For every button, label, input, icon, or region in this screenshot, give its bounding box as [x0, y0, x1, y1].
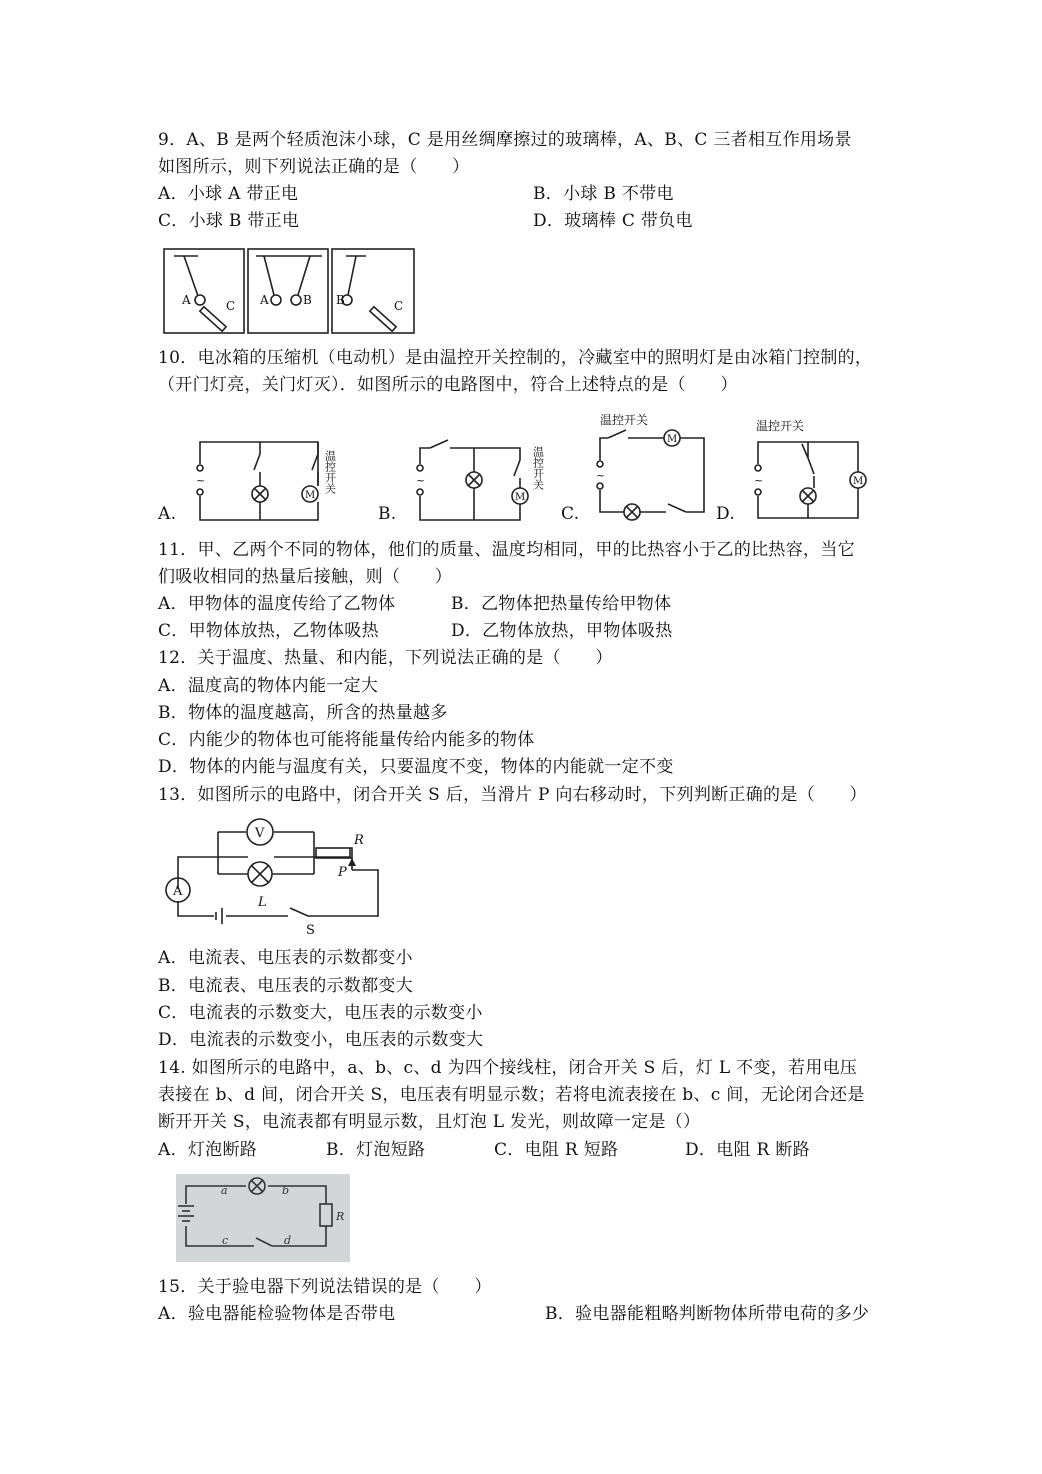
q10b-motor-label: M	[515, 492, 526, 503]
q9-figure	[160, 246, 420, 338]
q14-option-a: A．灯泡断路	[158, 1140, 258, 1160]
q10-circuit-b	[410, 436, 560, 526]
q12-option-c: C．内能少的物体也可能将能量传给内能多的物体	[158, 730, 535, 750]
q13-option-d: D．电流表的示数变小，电压表的示数变大	[158, 1030, 484, 1050]
q10-option-b-label: B.	[378, 504, 397, 524]
q9-option-c: C．小球 B 带正电	[158, 211, 300, 231]
q14-option-c: C．电阻 R 短路	[494, 1140, 619, 1160]
q14-resistor-label: R	[336, 1210, 345, 1223]
svg-text:~: ~	[754, 474, 764, 487]
q13-option-b: B．电流表、电压表的示数都变大	[158, 976, 413, 996]
q9-fig-label-b3: B	[336, 293, 345, 307]
q15-option-b: B．验电器能粗略判断物体所带电荷的多少	[545, 1304, 870, 1324]
q13-slider-label: P	[338, 865, 347, 880]
q10-option-c-label: C.	[561, 504, 580, 524]
q14-stem-line2: 表接在 b、d 间，闭合开关 S，电压表有明显示数；若将电流表接在 b、c 间，无论闭合还是	[158, 1085, 865, 1105]
q13-stem: 13．如图所示的电路中，闭合开关 S 后，当滑片 P 向右移动时，下列判断正确的是（ ）	[158, 785, 867, 805]
q14-terminal-c: c	[222, 1234, 229, 1247]
q14-terminal-b: b	[282, 1184, 290, 1197]
q11-stem-line2: 们吸收相同的热量后接触，则（ ）	[158, 567, 453, 587]
q14-option-d: D．电阻 R 断路	[685, 1140, 810, 1160]
q12-option-d: D．物体的内能与温度有关，只要温度不变，物体的内能就一定不变	[158, 757, 674, 777]
svg-text:~: ~	[596, 469, 606, 482]
q14-figure	[176, 1174, 350, 1262]
q10-stem-line1: 10．电冰箱的压缩机（电动机）是由温控开关控制的，冷藏室中的照明灯是由冰箱门控制的，	[158, 348, 873, 368]
q15-stem: 15．关于验电器下列说法错误的是（ ）	[158, 1277, 492, 1297]
q14-option-b: B．灯泡短路	[326, 1140, 426, 1160]
q13-resistor-label: R	[354, 833, 364, 848]
svg-text:~: ~	[196, 474, 206, 487]
q10a-motor-label: M	[305, 490, 316, 501]
q9-option-d: D．玻璃棒 C 带负电	[533, 211, 693, 231]
q12-option-b: B．物体的温度越高，所含的热量越多	[158, 703, 448, 723]
q11-option-a: A．甲物体的温度传给了乙物体	[158, 594, 396, 614]
q13-option-c: C．电流表的示数变大，电压表的示数变小	[158, 1003, 483, 1023]
q10a-switch-label: 温控开关	[323, 450, 337, 494]
q9-fig-label-c3: C	[394, 299, 404, 313]
q11-option-d: D．乙物体放热，甲物体吸热	[451, 621, 673, 641]
q14-stem-line1: 14. 如图所示的电路中，a、b、c、d 为四个接线柱，闭合开关 S 后，灯 L 不变，若用电压	[158, 1058, 858, 1078]
q14-stem-line3: 断开开关 S，电流表都有明显示数，且灯泡 L 发光，则故障一定是（）	[158, 1112, 701, 1132]
q10-circuit-d	[748, 416, 878, 526]
q10-option-d-label: D.	[716, 504, 736, 524]
q10-circuit-a	[190, 436, 350, 526]
q9-fig-label-a1: A	[182, 293, 191, 307]
q10d-motor-label: M	[853, 476, 864, 487]
q10b-switch-label: 温控开关	[531, 446, 545, 490]
q9-stem-line2: 如图所示，则下列说法正确的是（ ）	[158, 157, 470, 177]
q9-fig-label-c1: C	[226, 299, 236, 313]
q13-lamp-label: L	[258, 895, 267, 910]
q13-switch-label: S	[306, 923, 315, 938]
q10-option-a-label: A.	[158, 504, 177, 524]
q15-option-a: A．验电器能检验物体是否带电	[158, 1304, 396, 1324]
q10-circuit-c	[592, 408, 717, 523]
q11-option-c: C．甲物体放热，乙物体吸热	[158, 621, 379, 641]
q14-terminal-d: d	[284, 1234, 292, 1247]
q11-stem-line1: 11．甲、乙两个不同的物体，他们的质量、温度均相同，甲的比热容小于乙的比热容，当它	[158, 540, 855, 560]
q9-fig-label-b2: B	[303, 293, 312, 307]
q9-fig-label-a2: A	[260, 293, 269, 307]
q14-terminal-a: a	[221, 1184, 228, 1197]
q11-option-b: B．乙物体把热量传给甲物体	[451, 594, 672, 614]
q13-option-a: A．电流表、电压表的示数都变小	[158, 948, 413, 968]
q10c-motor-label: M	[667, 434, 678, 445]
q10c-switch-label: 温控开关	[600, 413, 649, 427]
svg-text:~: ~	[416, 474, 426, 487]
q12-option-a: A．温度高的物体内能一定大	[158, 676, 379, 696]
q13-ammeter-label: A	[173, 884, 183, 899]
q13-voltmeter-label: V	[255, 826, 265, 841]
q9-stem-line1: 9．A、B 是两个轻质泡沫小球，C 是用丝绸摩擦过的玻璃棒，A、B、C 三者相互作用场景	[158, 130, 852, 150]
q10-stem-line2: （开门灯亮，关门灯灭）．如图所示的电路图中，符合上述特点的是（ ）	[158, 375, 738, 395]
q12-stem: 12．关于温度、热量、和内能，下列说法正确的是（ ）	[158, 648, 613, 668]
q9-option-b: B．小球 B 不带电	[533, 184, 674, 204]
q13-figure	[158, 812, 388, 940]
q10d-switch-label: 温控开关	[756, 419, 805, 433]
q9-option-a: A．小球 A 带正电	[158, 184, 299, 204]
